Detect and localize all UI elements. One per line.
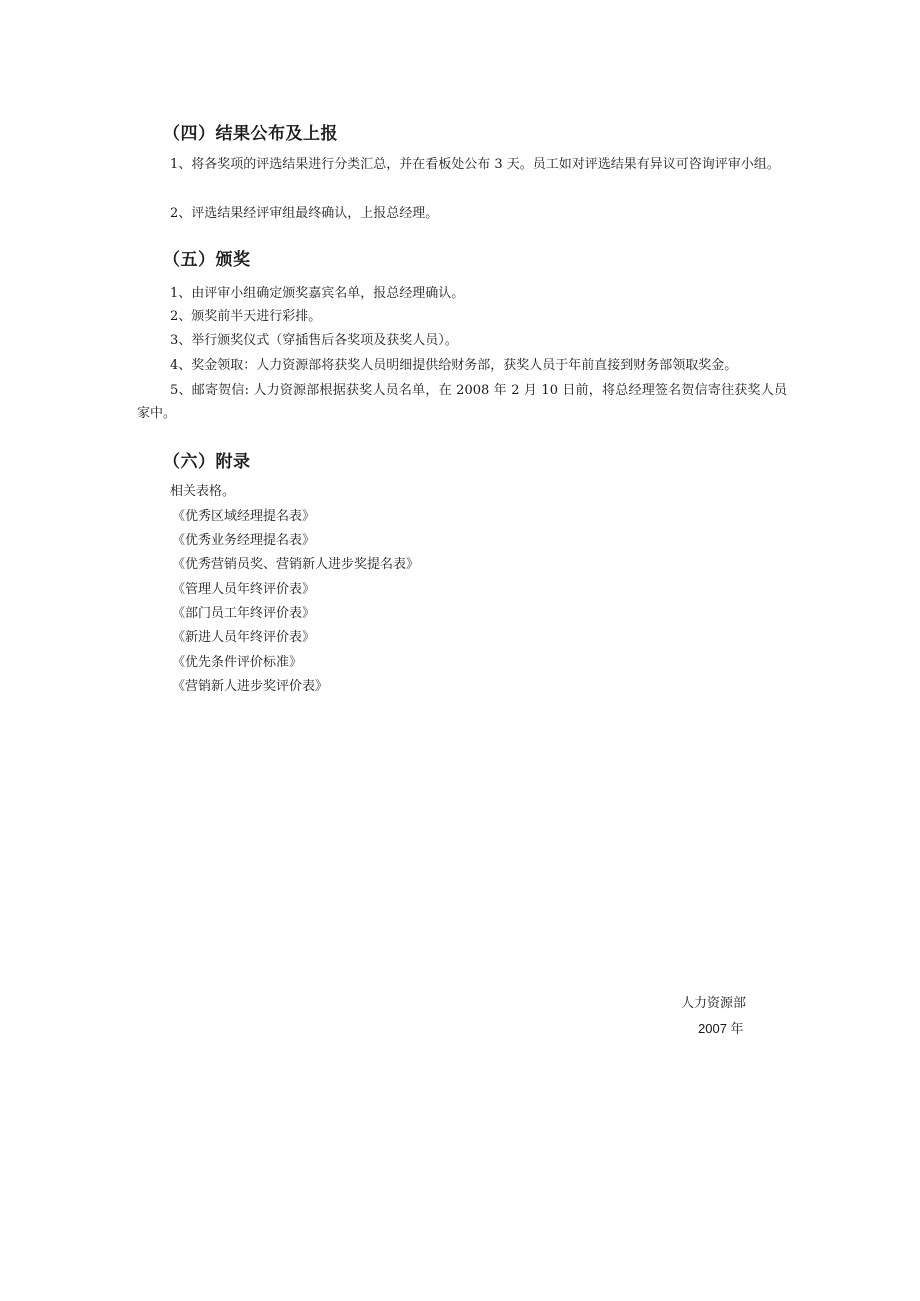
appendix-form-5: 《部门员工年终评价表》 xyxy=(172,606,316,621)
section-4-heading: （四）结果公布及上报 xyxy=(163,124,338,144)
section-5-heading: （五）颁奖 xyxy=(163,250,251,270)
signature-date: 2007 年 xyxy=(698,1021,744,1036)
appendix-form-7: 《优先条件评价标准》 xyxy=(172,655,303,670)
appendix-form-6: 《新进人员年终评价表》 xyxy=(172,630,316,645)
section-5-item-5: 5、邮寄贺信: 人力资源部根据获奖人员名单，在 2008 年 2 月 10 日前，将总经理签名贺信寄往获奖人员家中。 xyxy=(137,383,787,421)
appendix-intro: 相关表格。 xyxy=(170,484,236,499)
section-4-item-1: 1、将各奖项的评选结果进行分类汇总，并在看板处公布 3 天。员工如对评选结果有异议可咨询评审小组。 xyxy=(170,157,780,172)
section-5-item-2: 2、颁奖前半天进行彩排。 xyxy=(170,309,322,324)
appendix-form-4: 《管理人员年终评价表》 xyxy=(172,582,316,597)
appendix-form-8: 《营销新人进步奖评价表》 xyxy=(172,679,329,694)
appendix-form-1: 《优秀区域经理提名表》 xyxy=(172,509,316,524)
section-6-heading: （六）附录 xyxy=(163,452,251,472)
appendix-form-2: 《优秀业务经理提名表》 xyxy=(172,533,316,548)
signature-department: 人力资源部 xyxy=(681,996,747,1011)
section-4-item-2: 2、评选结果经评审组最终确认，上报总经理。 xyxy=(170,206,439,221)
section-5-item-3: 3、举行颁奖仪式（穿插售后各奖项及获奖人员）。 xyxy=(170,333,458,348)
section-5-item-1: 1、由评审小组确定颁奖嘉宾名单，报总经理确认。 xyxy=(170,286,465,301)
section-5-item-4: 4、奖金领取：人力资源部将获奖人员明细提供给财务部，获奖人员于年前直接到财务部领取奖金。 xyxy=(170,358,738,373)
appendix-form-3: 《优秀营销员奖、营销新人进步奖提名表》 xyxy=(172,557,420,572)
